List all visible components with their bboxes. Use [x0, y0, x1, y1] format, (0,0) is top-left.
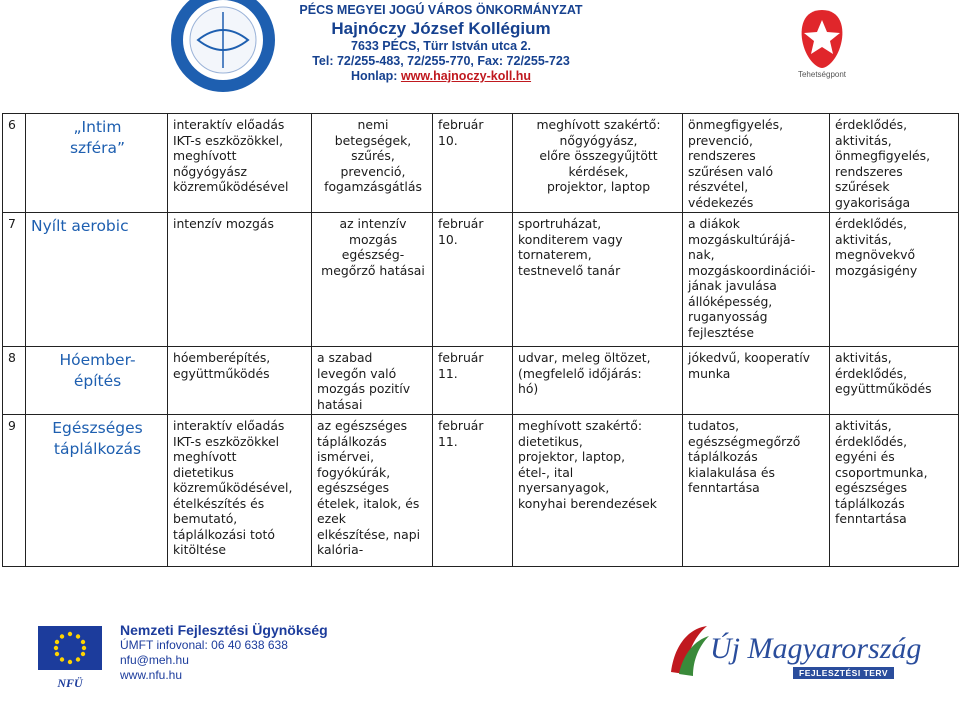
table-row	[3, 114, 959, 213]
goals-cell: önmegfigyelés, prevenció, rendszeres szűrésen való részvétel, védekezés	[683, 114, 830, 213]
agency-name: Nemzeti Fejlesztési Ügynökség	[120, 622, 328, 638]
table-row	[3, 213, 959, 347]
table-row	[3, 347, 959, 415]
program-title: Hóember- építés	[26, 347, 168, 415]
row-number: 6	[3, 114, 26, 213]
ujm-swoosh-icon	[665, 622, 711, 678]
website-link[interactable]: www.hajnoczy-koll.hu	[400, 69, 532, 83]
nfu-label: NFÜ	[57, 676, 83, 690]
page-footer	[0, 604, 960, 704]
topics-cell: az intenzív mozgás egészség- megőrző hatásai	[312, 213, 433, 347]
talent-point-badge-icon	[795, 6, 849, 72]
topics-cell: az egészséges táplálkozás ismérvei, fogyókúrák, egészséges ételek, italok, és ezek elkészítése, napi kalória-	[312, 415, 433, 567]
agency-email[interactable]: nfu@meh.hu	[120, 653, 189, 667]
row-number: 7	[3, 213, 26, 347]
goals-cell: tudatos, egészségmegőrző táplálkozás kialakulása és fenntartása	[683, 415, 830, 567]
date-cell: február 11.	[433, 415, 513, 567]
college-name: Hajnóczy József Kollégium	[331, 19, 551, 38]
college-logo	[168, 0, 278, 92]
address: 7633 PÉCS, Türr István utca 2.	[351, 39, 531, 53]
badge-label: Tehetségpont	[797, 70, 847, 79]
program-title: Egészséges táplálkozás	[26, 415, 168, 567]
page-header	[0, 0, 960, 90]
header-text-block	[291, 3, 591, 84]
results-cell: érdeklődés, aktivitás, megnövekvő mozgásigény	[830, 213, 959, 347]
goals-cell: a diákok mozgáskultúrájá- nak, mozgáskoordinációi- jának javulása állóképesség, ruganyosság fejlesztése	[683, 213, 830, 347]
org-name: PÉCS MEGYEI JOGÚ VÁROS ÖNKORMÁNYZAT	[299, 3, 583, 17]
date-cell: február 11.	[433, 347, 513, 415]
agency-website[interactable]: www.nfu.hu	[120, 668, 183, 682]
program-title: „Intim szféra”	[26, 114, 168, 213]
row-number: 8	[3, 347, 26, 415]
website-label: Honlap:	[350, 69, 401, 83]
umft-line: ÚMFT infovonal: 06 40 638 638	[120, 638, 288, 652]
eu-flag-icon	[38, 626, 102, 670]
results-cell: aktivitás, érdeklődés, együttműködés	[830, 347, 959, 415]
agency-info	[120, 623, 400, 683]
phone: Tel: 72/255-483, 72/255-770, Fax: 72/255-723	[312, 54, 570, 68]
tools-cell: udvar, meleg öltözet, (megfelelő időjárás: hó)	[513, 347, 683, 415]
goals-cell: jókedvű, kooperatív munka	[683, 347, 830, 415]
topics-cell: a szabad levegőn való mozgás pozitív hatásai	[312, 347, 433, 415]
results-cell: aktivitás, érdeklődés, egyéni és csoportmunka, egészséges táplálkozás fenntartása	[830, 415, 959, 567]
table-row	[3, 415, 959, 567]
ujm-title: Új Magyarország	[710, 632, 922, 665]
website-line	[291, 69, 591, 84]
schedule-table	[2, 113, 959, 567]
tools-cell: sportruházat, konditerem vagy tornaterem, testnevelő tanár	[513, 213, 683, 347]
program-title: Nyílt aerobic	[26, 213, 168, 347]
methods-cell: intenzív mozgás	[168, 213, 312, 347]
date-cell: február 10.	[433, 114, 513, 213]
methods-cell: interaktív előadás IKT-s eszközökkel meghívott dietetikus közreműködésével, ételkészítés és bemutató, táplálkozási totó kitöltése	[168, 415, 312, 567]
date-cell: február 10.	[433, 213, 513, 347]
tools-cell: meghívott szakértő: nőgyógyász, előre összegyűjtött kérdések, projektor, laptop	[513, 114, 683, 213]
results-cell: érdeklődés, aktivitás, önmegfigyelés, rendszeres szűrések gyakorisága	[830, 114, 959, 213]
methods-cell: interaktív előadás IKT-s eszközökkel, meghívott nőgyógyász közreműködésével	[168, 114, 312, 213]
ujm-subtitle: FEJLESZTÉSI TERV	[793, 667, 894, 679]
tools-cell: meghívott szakértő: dietetikus, projektor, laptop, étel-, ital nyersanyagok, konyhai berendezések	[513, 415, 683, 567]
methods-cell: hóemberépítés, együttműködés	[168, 347, 312, 415]
row-number: 9	[3, 415, 26, 567]
topics-cell: nemi betegségek, szűrés, prevenció, fogamzásgátlás	[312, 114, 433, 213]
